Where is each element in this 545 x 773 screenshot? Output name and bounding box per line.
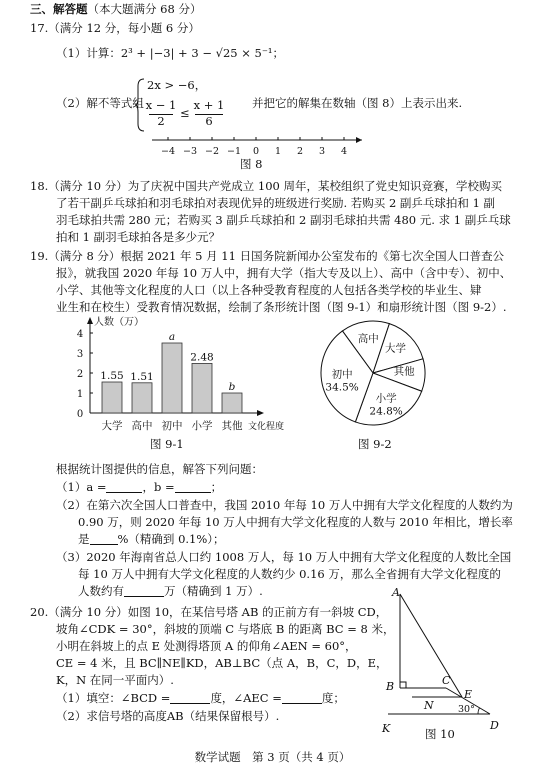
q19-sub1 (56, 480, 533, 496)
q19-s1-a: （1）a = (56, 480, 107, 494)
q18-line-4: 拍和 1 副羽毛球拍各是多少元？ (56, 230, 221, 244)
figure-point-label: A (392, 586, 400, 599)
q19-s1-b: ，b = (142, 480, 175, 494)
page-footer: 数学试题 第 3 页（共 4 页） (194, 750, 351, 764)
pie-slice-label: 高中 (357, 333, 379, 346)
axis-tick-label: 0 (252, 146, 260, 157)
axis-tick-label: 4 (340, 146, 348, 157)
pie-percent-label: 34.5% (325, 381, 359, 394)
figure-point-label: B (386, 680, 395, 693)
q20-line-7: （2）求信号塔的高度AB（结果保留根号）. (56, 709, 280, 723)
q20-line-6 (56, 691, 345, 707)
q19-line-4: 业生和在校生）受教育情况数据，绘制了条形统计图（图 9-1）和扇形统计图（图 9-2）. (56, 300, 507, 314)
y-tick-label: 0 (76, 409, 84, 420)
q19-s2-l3b: %（精确到 0.1%）； (117, 532, 225, 546)
angle-arc-D (478, 708, 480, 714)
axis-tick-label: −2 (204, 146, 220, 157)
fig9-2-label: 图 9-2 (358, 437, 392, 451)
y-axis-arrow (87, 317, 93, 324)
x-axis-label: 文化程度 (248, 422, 285, 432)
q17-head: 17.（满分 12 分，每小题 6 分） (30, 21, 200, 35)
axis-tick-label: −4 (160, 146, 176, 157)
axis-tick-label: −3 (182, 146, 198, 157)
ineq2-left-num: x − 1 (145, 98, 177, 112)
pie-slice-label: 初中 (331, 368, 353, 381)
q19-s3-line-1: （3）2020 年海南省总人口约 1008 万人，每 10 万人中拥有大学文化程度的人数比全国 (56, 550, 512, 564)
axis-tick-label: 1 (274, 146, 282, 157)
q19-line-3: 小学、其他等文化程度的人口（以上各种受教育程度的人包括各类学校的毕业生、肄 (56, 283, 482, 297)
q17-p1-expr: 2³ + |−3| + 3 − √25 × 5⁻¹； (120, 46, 285, 60)
bar-value-label: a (168, 331, 176, 343)
figure-point-label: K (382, 722, 391, 735)
q20-line-3: 小明在斜坡上的点 E 处测得塔顶 A 的仰角∠AEN = 60°， (56, 639, 357, 653)
figure-point-label: N (424, 699, 434, 712)
q19-s3-line-2: 每 10 万人中拥有大学文化程度的人数约少 0.16 万，那么全省拥有大学文化程度的 (78, 567, 501, 581)
q18-line-2: 了若干副乒乓球拍和羽毛球拍对表现优异的班级进行奖励. 若购买 2 副乒乓球拍和 1 副 (56, 196, 496, 210)
q20-line-1: 20.（满分 10 分）如图 10，在某信号塔 AB 的正前方有一斜坡 CD， (30, 605, 388, 619)
section-title: 三、解答题 (30, 2, 88, 16)
bar-chart (60, 315, 300, 435)
figure-point-label: E (464, 688, 473, 701)
bar (192, 363, 212, 413)
category-label: 初中 (161, 420, 183, 432)
figure-10 (378, 584, 508, 744)
fig9-1-label: 图 9-1 (150, 437, 184, 451)
q17-part1 (56, 46, 533, 62)
answer-blank-count[interactable] (124, 584, 164, 597)
section-heading (30, 2, 533, 18)
pie-slice-label: 大学 (385, 342, 407, 355)
category-label: 小学 (191, 420, 213, 432)
y-tick-label: 1 (76, 389, 84, 400)
answer-blank-rate[interactable] (90, 532, 118, 545)
q20-line-2: 坡角∠CDK = 30°，斜坡的顶端 C 与塔底 B 的距离 BC = 8 米， (56, 622, 395, 636)
pie-percent-label: 24.8% (369, 405, 403, 418)
y-tick-label: 4 (76, 329, 84, 340)
q17-p1-prefix: （1）计算： (56, 46, 121, 60)
figure-angle-label: 30° (458, 704, 475, 715)
q17-p2-prefix: （2）解不等式组 (56, 96, 144, 110)
inequality-system (135, 76, 245, 134)
pie-chart (318, 318, 428, 428)
y-tick-label: 2 (76, 369, 84, 380)
bar-value-label: 2.48 (190, 351, 214, 364)
section-note: （本大题满分 68 分） (87, 2, 202, 16)
axis-tick-label: 3 (318, 146, 326, 157)
category-label: 大学 (101, 420, 123, 432)
fig10-label: 图 10 (425, 727, 455, 741)
ineq2-left-den: 2 (157, 114, 165, 128)
q19-s2-line-1: （2）在第六次全国人口普查中，我国 2010 年每 10 万人中拥有大学文化程度的人数约为 (56, 498, 513, 512)
right-angle-mark (400, 682, 406, 688)
q20-l6b: 度，∠AEC = (210, 691, 282, 705)
bar (132, 383, 152, 413)
q20-line-4: CE = 4 米，且 BC∥NE∥KD，AB⊥BC（点 A，B，C，D，E， (56, 656, 388, 670)
axis-tick-label: −1 (226, 146, 242, 157)
ineq2-right-den: 6 (205, 114, 213, 128)
bar (222, 393, 242, 413)
q20-line-5: K，N 在同一平面内）. (56, 673, 174, 687)
bar-value-label: b (228, 381, 236, 393)
answer-blank-a[interactable] (106, 480, 142, 493)
fig8-label: 图 8 (240, 157, 263, 171)
bar (162, 343, 182, 413)
q19-line-1: 19.（满分 8 分）根据 2021 年 5 月 11 日国务院新闻办公室发布的《第七次全国人口普查公 (30, 249, 505, 263)
figure-point-label: D (490, 719, 499, 732)
q19-ask: 根据统计图提供的信息，解答下列问题： (56, 462, 263, 476)
category-label: 其他 (221, 420, 243, 432)
q20-l6c: 度； (321, 691, 345, 705)
bar-value-label: 1.55 (100, 370, 124, 382)
answer-blank-b[interactable] (175, 480, 211, 493)
q19-s2-l3a: 是 (78, 532, 90, 546)
pie-slice-label: 其他 (393, 365, 415, 378)
q19-line-2: 报》，就我国 2020 年每 10 万人中，拥有大学（指大专及以上）、高中（含中专）、初中、 (56, 266, 512, 280)
answer-blank-bcd[interactable] (170, 691, 210, 704)
q18-line-3: 羽毛球拍共需 280 元；若购买 3 副乒乓球拍和 2 副羽毛球拍共需 480 元. 求 1 副乒乓球 (56, 213, 511, 227)
answer-blank-aec[interactable] (282, 691, 322, 704)
y-tick-label: 3 (76, 349, 84, 360)
axis-tick-label: 2 (296, 146, 304, 157)
q19-s2-line-2: 0.90 万，则 2020 年每 10 万人中拥有大学文化程度的人数与 2010 年相比，增长率 (78, 515, 513, 529)
pie-slice-label: 小学 (375, 392, 397, 405)
y-axis-label: 人数（万） (94, 317, 144, 328)
q19-s1-end: ； (210, 480, 223, 494)
category-label: 高中 (131, 420, 153, 432)
bar-value-label: 1.51 (130, 370, 154, 383)
ineq2-op: ≤ (180, 106, 190, 120)
bar (102, 382, 122, 413)
q17-p2-suffix: 并把它的解集在数轴（图 8）上表示出来. (252, 96, 463, 110)
q20-l6a: （1）填空：∠BCD = (56, 691, 171, 705)
sight-line-AE (400, 594, 462, 697)
q19-s3-l3b: 万（精确到 1 万）. (164, 584, 263, 598)
ineq2-right-num: x + 1 (193, 98, 225, 112)
figure-point-label: C (442, 674, 451, 687)
q19-s2-line-3 (78, 532, 533, 548)
x-axis-arrow (257, 410, 264, 416)
q19-s3-l3a: 人数约有 (78, 584, 124, 598)
q18-line-1: 18.（满分 10 分）为了庆祝中国共产党成立 100 周年，某校组织了党史知识竞赛，学校购买 (30, 179, 502, 193)
number-line (150, 134, 370, 158)
inequality-1: 2x > −6， (147, 78, 207, 92)
